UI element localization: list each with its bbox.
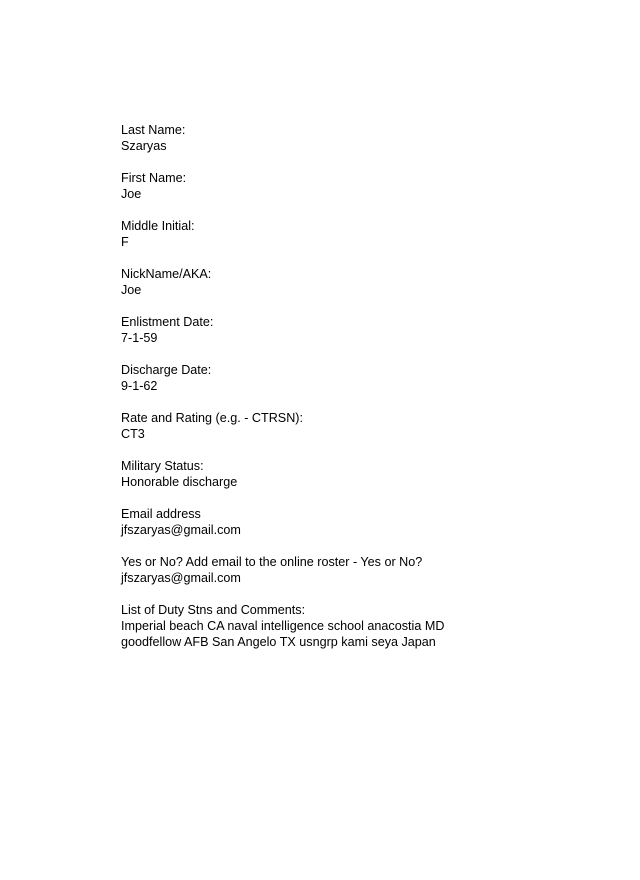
field-value: Szaryas (121, 139, 167, 153)
field-label: Enlistment Date: (121, 315, 214, 329)
field-value: Honorable discharge (121, 475, 238, 489)
field-rate-rating (121, 410, 601, 442)
field-last-name (121, 122, 601, 154)
field-label: Rate and Rating (e.g. - CTRSN): (121, 411, 303, 425)
duty-line: Imperial beach CA naval intelligence school anacostia MD (121, 619, 445, 633)
field-label: Yes or No? Add email to the online roster - Yes or No? (121, 555, 423, 569)
field-military-status (121, 458, 601, 490)
field-roster-consent (121, 554, 601, 586)
field-label: Email address (121, 507, 201, 521)
field-email-address (121, 506, 601, 538)
field-value: CT3 (121, 427, 145, 441)
field-label: NickName/AKA: (121, 267, 212, 281)
field-value: jfszaryas@gmail.com (121, 571, 241, 585)
field-value: 9-1-62 (121, 379, 158, 393)
field-label: Middle Initial: (121, 219, 195, 233)
field-value: 7-1-59 (121, 331, 158, 345)
document-page (121, 122, 601, 666)
field-value: F (121, 235, 129, 249)
field-enlistment-date (121, 314, 601, 346)
field-value: Joe (121, 283, 142, 297)
field-label: Discharge Date: (121, 363, 212, 377)
field-value: jfszaryas@gmail.com (121, 523, 241, 537)
field-first-name (121, 170, 601, 202)
field-duty-stations (121, 602, 601, 650)
field-discharge-date (121, 362, 601, 394)
duty-line: goodfellow AFB San Angelo TX usngrp kami seya Japan (121, 635, 436, 649)
field-label: First Name: (121, 171, 187, 185)
field-nickname (121, 266, 601, 298)
field-label: Last Name: (121, 123, 186, 137)
field-middle-initial (121, 218, 601, 250)
field-label: Military Status: (121, 459, 204, 473)
field-label: List of Duty Stns and Comments: (121, 603, 306, 617)
field-value: Joe (121, 187, 142, 201)
